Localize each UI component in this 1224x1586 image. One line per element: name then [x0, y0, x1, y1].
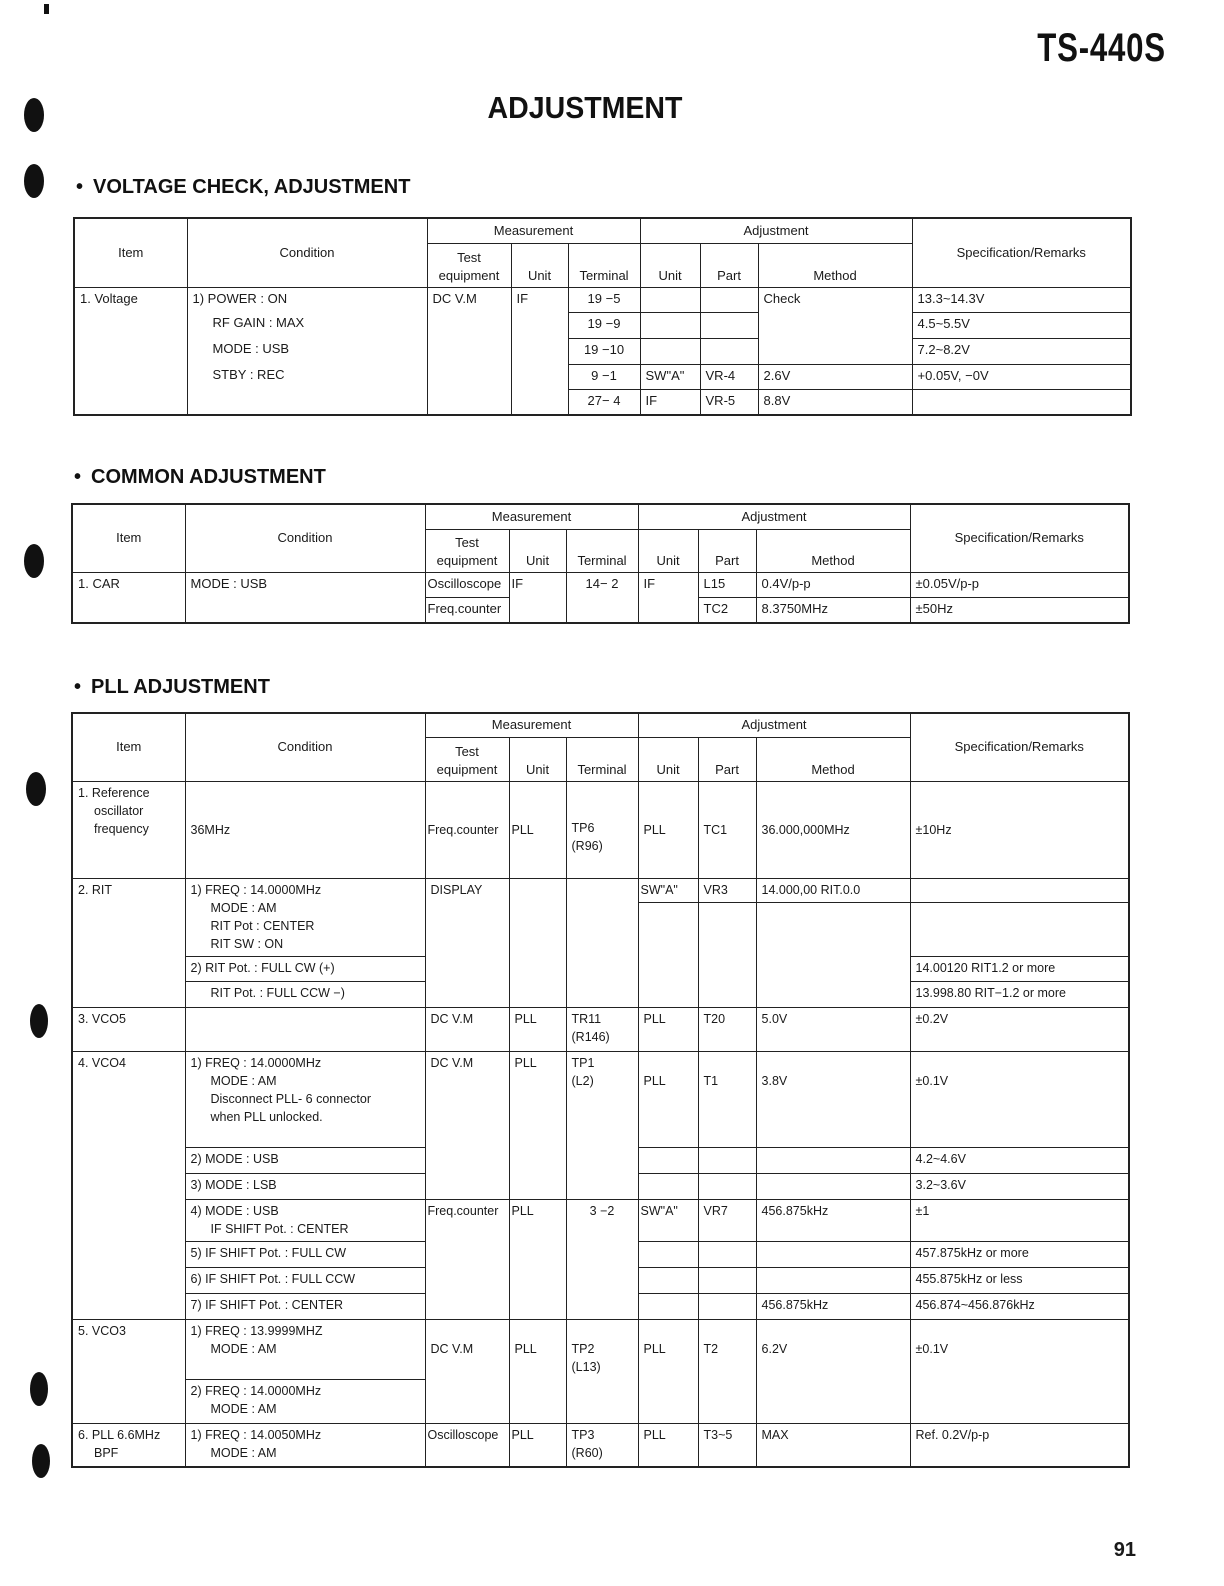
table-cell: 3 −2 [566, 1199, 638, 1319]
table-cell: ±10Hz [910, 781, 1129, 878]
table-cell [187, 312, 427, 338]
cell-text: 1) FREQ : 13.9999MHZ [190, 1323, 323, 1338]
table-cell: PLL [509, 1319, 566, 1423]
cell-text: Test [455, 743, 479, 759]
table-cell [185, 1423, 425, 1467]
table-cell: Item [74, 218, 187, 287]
cell-text: 1) FREQ : 14.0000MHz [190, 1055, 322, 1070]
table-row [74, 338, 1131, 364]
cell-text: RIT Pot. : FULL CCW −) [210, 985, 345, 1000]
binder-hole [32, 1444, 50, 1478]
table-cell [185, 1319, 425, 1379]
cell-text: VOLTAGE CHECK, ADJUSTMENT [93, 176, 411, 198]
table-cell [638, 1173, 698, 1199]
table-cell [566, 878, 638, 1007]
binder-hole [30, 1372, 48, 1406]
table-row [72, 781, 1129, 878]
table-cell [910, 878, 1129, 902]
table-row [74, 218, 1131, 243]
table-cell: IF [509, 572, 566, 623]
cell-text: (L2) [571, 1073, 594, 1088]
cell-text: 1) FREQ : 14.0000MHz [190, 882, 322, 897]
table-cell: PLL [638, 1051, 698, 1147]
table-row [72, 1199, 1129, 1241]
table-cell: ±0.1V [910, 1319, 1129, 1423]
table-cell: 19 −5 [568, 287, 640, 312]
table-cell: 14.000,00 RIT.0.0 [756, 878, 910, 902]
table-cell [910, 902, 1129, 956]
cell-text: Test [455, 534, 479, 550]
cell-text: when PLL unlocked. [210, 1109, 323, 1124]
table-cell: PLL [638, 1423, 698, 1467]
cell-text: BPF [94, 1445, 119, 1460]
cell-text: RF GAIN : MAX [212, 315, 305, 330]
cell-text: RIT Pot : CENTER [210, 918, 315, 933]
table-cell [698, 1293, 756, 1319]
cell-text: TP2 [571, 1341, 595, 1356]
table-cell [72, 1423, 185, 1467]
table-cell: 13.998.80 RIT−1.2 or more [910, 981, 1129, 1007]
table-cell: +0.05V, −0V [912, 364, 1131, 389]
cell-text: 6. PLL 6.6MHz [78, 1427, 161, 1442]
table-cell [185, 1379, 425, 1423]
table-cell: 7.2~8.2V [912, 338, 1131, 364]
cell-text: (R60) [571, 1445, 603, 1460]
table-cell: ±0.05V/p-p [910, 572, 1129, 597]
table-cell: 4. VCO4 [72, 1051, 185, 1319]
cell-text: RIT SW : ON [210, 936, 284, 951]
table-row [72, 572, 1129, 597]
table-cell: Unit [638, 529, 698, 572]
table-cell: 36MHz [185, 781, 425, 878]
cell-text: TP3 [571, 1427, 595, 1442]
common-table [71, 503, 1130, 624]
table-cell [698, 1241, 756, 1267]
item-voltage: 1. Voltage [74, 287, 187, 415]
cell-text: 2) FREQ : 14.0000MHz [190, 1383, 322, 1398]
table-cell: 5. VCO3 [72, 1319, 185, 1423]
table-cell: Condition [185, 504, 425, 572]
table-cell: Unit [509, 529, 566, 572]
cell-text: MODE : AM [210, 1401, 277, 1416]
table-cell: Part [698, 737, 756, 781]
table-cell: Part [698, 529, 756, 572]
table-cell [185, 1051, 425, 1147]
table-cell: 3. VCO5 [72, 1007, 185, 1051]
table-cell: 456.875kHz [756, 1293, 910, 1319]
table-cell: 2) MODE : USB [185, 1147, 425, 1173]
table-cell: SW"A" [638, 878, 698, 902]
table-cell [756, 1241, 910, 1267]
table-cell: Unit [511, 243, 568, 287]
table-cell: Measurement [427, 218, 640, 243]
cell-text: MODE : AM [210, 1073, 277, 1088]
binder-hole [24, 164, 44, 198]
section-heading-voltage: • VOLTAGE CHECK, ADJUSTMENT [76, 176, 411, 198]
corner-mark [44, 4, 49, 14]
cell-text: Disconnect PLL- 6 connector [210, 1091, 372, 1106]
cell-text: MODE : USB [212, 341, 290, 356]
table-cell: L15 [698, 572, 756, 597]
table-cell: 27− 4 [568, 389, 640, 415]
table-cell: Terminal [566, 529, 638, 572]
table-cell: 1. CAR [72, 572, 185, 623]
table-cell: 36.000,000MHz [756, 781, 910, 878]
table-cell [756, 1147, 910, 1173]
table-cell [566, 1423, 638, 1467]
table-cell: Check [758, 287, 912, 364]
table-cell: Condition [187, 218, 427, 287]
table-row [72, 1319, 1129, 1379]
cell-text: PLL ADJUSTMENT [91, 676, 270, 698]
table-cell [187, 338, 427, 364]
table-cell: 0.4V/p-p [756, 572, 910, 597]
table-cell [185, 878, 425, 956]
table-cell: TC1 [698, 781, 756, 878]
table-cell [912, 389, 1131, 415]
pll-table [71, 712, 1130, 1468]
table-cell: MAX [756, 1423, 910, 1467]
table-cell: Oscilloscope [425, 572, 509, 597]
table-cell: Measurement [425, 713, 638, 737]
table-cell: TC2 [698, 597, 756, 623]
table-cell: IF [511, 287, 568, 415]
table-cell [185, 1007, 425, 1051]
table-row [72, 1007, 1129, 1051]
cell-text: frequency [94, 821, 149, 836]
table-cell: DC V.M [427, 287, 511, 415]
cell-text: Test [457, 249, 481, 265]
table-cell: 2.6V [758, 364, 912, 389]
table-cell: Terminal [568, 243, 640, 287]
table-cell: 9 −1 [568, 364, 640, 389]
table-cell: 2) RIT Pot. : FULL CW (+) [185, 956, 425, 981]
table-cell: DC V.M [425, 1319, 509, 1423]
table-row [72, 504, 1129, 529]
table-cell: PLL [509, 1007, 566, 1051]
table-cell: 3.8V [756, 1051, 910, 1147]
table-cell [640, 338, 700, 364]
table-cell: 14− 2 [566, 572, 638, 623]
cell-text: TP6 [571, 820, 595, 835]
section-heading-pll: • PLL ADJUSTMENT [74, 676, 270, 698]
table-cell [698, 1147, 756, 1173]
cell-text: MODE : AM [210, 1445, 277, 1460]
table-cell [638, 1267, 698, 1293]
table-cell: Method [758, 243, 912, 287]
table-cell: 455.875kHz or less [910, 1267, 1129, 1293]
table-cell: 456.875kHz [756, 1199, 910, 1241]
cell-text: (R146) [571, 1029, 610, 1044]
cell-text: (L13) [571, 1359, 601, 1374]
table-cell: Adjustment [638, 713, 910, 737]
table-cell: SW"A" [640, 364, 700, 389]
table-cell: 7) IF SHIFT Pot. : CENTER [185, 1293, 425, 1319]
cell-text: equipment [436, 761, 498, 777]
table-cell: PLL [509, 781, 566, 878]
table-cell: PLL [638, 1319, 698, 1423]
table-cell [185, 981, 425, 1007]
table-cell [566, 1051, 638, 1199]
table-cell: T1 [698, 1051, 756, 1147]
table-cell: 3) MODE : LSB [185, 1173, 425, 1199]
binder-hole [24, 544, 44, 578]
table-cell: VR-5 [700, 389, 758, 415]
table-cell: IF [640, 389, 700, 415]
table-row [72, 1423, 1129, 1467]
table-cell [566, 1007, 638, 1051]
model-number: TS-440S [1037, 26, 1166, 70]
table-cell [700, 312, 758, 338]
table-cell [187, 364, 427, 389]
binder-hole [26, 772, 46, 806]
table-cell [698, 1267, 756, 1293]
table-cell [698, 1173, 756, 1199]
table-row [74, 312, 1131, 338]
table-cell [425, 737, 509, 781]
table-cell: Ref. 0.2V/p-p [910, 1423, 1129, 1467]
table-cell [700, 338, 758, 364]
table-cell: VR7 [698, 1199, 756, 1241]
table-row [72, 878, 1129, 902]
table-cell: VR3 [698, 878, 756, 902]
table-cell: Method [756, 529, 910, 572]
binder-hole [24, 98, 44, 132]
table-cell: 8.8V [758, 389, 912, 415]
cell-text: STBY : REC [212, 367, 285, 382]
table-row [72, 1051, 1129, 1147]
table-cell: Part [700, 243, 758, 287]
table-cell: ±0.2V [910, 1007, 1129, 1051]
table-cell: 4.5~5.5V [912, 312, 1131, 338]
table-cell: 3.2~3.6V [910, 1173, 1129, 1199]
table-cell: VR-4 [700, 364, 758, 389]
table-cell [640, 312, 700, 338]
table-cell: 5.0V [756, 1007, 910, 1051]
cell-text: equipment [436, 552, 498, 568]
table-cell [187, 389, 427, 415]
table-cell: Condition [185, 713, 425, 781]
table-cell: 6.2V [756, 1319, 910, 1423]
table-cell: ±1 [910, 1199, 1129, 1241]
table-cell: Item [72, 504, 185, 572]
cell-text: MODE : AM [210, 900, 277, 915]
table-cell: PLL [509, 1051, 566, 1199]
table-cell [185, 1199, 425, 1241]
table-cell [638, 1241, 698, 1267]
table-cell: T2 [698, 1319, 756, 1423]
table-cell: Terminal [566, 737, 638, 781]
cell-text: TP1 [571, 1055, 595, 1070]
table-cell [638, 1147, 698, 1173]
table-cell: 1) POWER : ON [187, 287, 427, 312]
table-cell: Oscilloscope [425, 1423, 509, 1467]
table-cell: MODE : USB [185, 572, 425, 623]
table-cell: PLL [638, 1007, 698, 1051]
page-title: ADJUSTMENT [487, 90, 683, 125]
cell-text: (R96) [571, 838, 603, 853]
table-row [74, 287, 1131, 312]
table-cell: Specification/Remarks [912, 218, 1131, 287]
table-cell: Method [756, 737, 910, 781]
table-cell [72, 781, 185, 878]
table-cell: Adjustment [638, 504, 910, 529]
table-cell [427, 243, 511, 287]
table-cell [756, 1173, 910, 1199]
table-cell: 6) IF SHIFT Pot. : FULL CCW [185, 1267, 425, 1293]
table-cell: DC V.M [425, 1051, 509, 1199]
table-cell: 19 −10 [568, 338, 640, 364]
cell-text: COMMON ADJUSTMENT [91, 466, 326, 488]
cell-text: oscillator [94, 803, 144, 818]
table-cell: Freq.counter [425, 597, 509, 623]
table-cell [698, 902, 756, 1007]
table-cell [700, 287, 758, 312]
table-cell [640, 287, 700, 312]
table-cell: PLL [509, 1423, 566, 1467]
binder-hole [30, 1004, 48, 1038]
table-cell [756, 902, 910, 1007]
table-cell: PLL [509, 1199, 566, 1319]
cell-text: 1. Reference [78, 785, 150, 800]
table-cell: ±0.1V [910, 1051, 1129, 1147]
table-cell: Specification/Remarks [910, 713, 1129, 781]
page-number: 91 [1113, 1539, 1136, 1561]
table-cell: Item [72, 713, 185, 781]
table-row [74, 364, 1131, 389]
cell-text: TR11 [571, 1011, 602, 1026]
table-cell: Unit [638, 737, 698, 781]
table-cell: Unit [509, 737, 566, 781]
table-cell: IF [638, 572, 698, 623]
table-cell: 13.3~14.3V [912, 287, 1131, 312]
table-cell [638, 1293, 698, 1319]
cell-text: IF SHIFT Pot. : CENTER [210, 1221, 349, 1236]
table-cell: 4.2~4.6V [910, 1147, 1129, 1173]
voltage-table [73, 217, 1132, 416]
table-cell: 14.00120 RIT1.2 or more [910, 956, 1129, 981]
table-row [72, 713, 1129, 737]
cell-text: equipment [438, 267, 500, 283]
table-cell: 457.875kHz or more [910, 1241, 1129, 1267]
table-cell: 5) IF SHIFT Pot. : FULL CW [185, 1241, 425, 1267]
table-cell: DISPLAY [425, 878, 509, 1007]
table-cell: Measurement [425, 504, 638, 529]
table-cell: Unit [640, 243, 700, 287]
table-cell: T3~5 [698, 1423, 756, 1467]
table-cell [566, 1319, 638, 1423]
table-cell [638, 902, 698, 1007]
cell-text: MODE : AM [210, 1341, 277, 1356]
table-row [74, 389, 1131, 415]
table-cell: 8.3750MHz [756, 597, 910, 623]
table-cell: PLL [638, 781, 698, 878]
table-cell: T20 [698, 1007, 756, 1051]
table-cell [509, 878, 566, 1007]
table-cell: Freq.counter [425, 781, 509, 878]
table-cell: ±50Hz [910, 597, 1129, 623]
table-cell: DC V.M [425, 1007, 509, 1051]
cell-text: 4) MODE : USB [190, 1203, 279, 1218]
table-cell [425, 529, 509, 572]
table-cell: SW"A" [638, 1199, 698, 1241]
table-cell: 456.874~456.876kHz [910, 1293, 1129, 1319]
table-cell: 19 −9 [568, 312, 640, 338]
table-cell: Specification/Remarks [910, 504, 1129, 572]
table-cell: 2. RIT [72, 878, 185, 1007]
table-cell: Freq.counter [425, 1199, 509, 1319]
section-heading-common: • COMMON ADJUSTMENT [74, 466, 326, 488]
table-cell [756, 1267, 910, 1293]
table-cell: Adjustment [640, 218, 912, 243]
table-cell [566, 781, 638, 878]
cell-text: 1) FREQ : 14.0050MHz [190, 1427, 322, 1442]
